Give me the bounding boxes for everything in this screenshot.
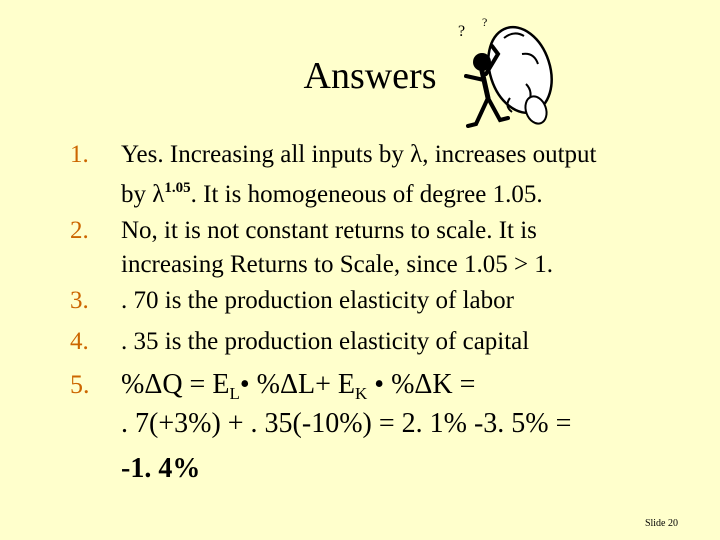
list-number: 1. — [70, 141, 89, 168]
list-number: 3. — [70, 287, 89, 314]
slide-title: Answers — [303, 55, 437, 97]
svg-text:?: ? — [458, 23, 466, 40]
list-item-text-line1: . 35 is the production elasticity of capital — [121, 328, 530, 355]
equation-line2: . 7(+3%) + . 35(-10%) = 2. 1% -3. 5% = — [121, 408, 572, 439]
text-fragment: by λ — [121, 181, 165, 208]
text-fragment: • %ΔL+ E — [239, 369, 355, 400]
list-item-text-line2: increasing Returns to Scale, since 1.05 > 1. — [121, 251, 554, 278]
list-item-text-line1: . 70 is the production elasticity of labor — [121, 287, 514, 314]
list-number: 4. — [70, 328, 89, 355]
subscript: L — [229, 384, 240, 403]
exponent: 1.05 — [164, 180, 191, 196]
list-item-text-line1: No, it is not constant returns to scale. It is — [121, 217, 537, 244]
text-fragment: • %ΔK = — [367, 369, 476, 400]
list-number: 2. — [70, 217, 89, 244]
text-fragment: %ΔQ = E — [121, 369, 230, 400]
list-number: 5. — [70, 370, 90, 399]
svg-text:?: ? — [482, 15, 488, 29]
subscript: K — [354, 384, 368, 403]
list-item-text-line1: Yes. Increasing all inputs by λ, increases output — [121, 141, 597, 168]
confused-thinker-icon — [452, 14, 560, 138]
equation-result: -1. 4% — [121, 453, 201, 484]
list-item-text-line2 — [121, 170, 681, 213]
text-fragment: . It is homogeneous of degree 1.05. — [190, 181, 543, 208]
slide-number: Slide 20 — [644, 518, 678, 529]
